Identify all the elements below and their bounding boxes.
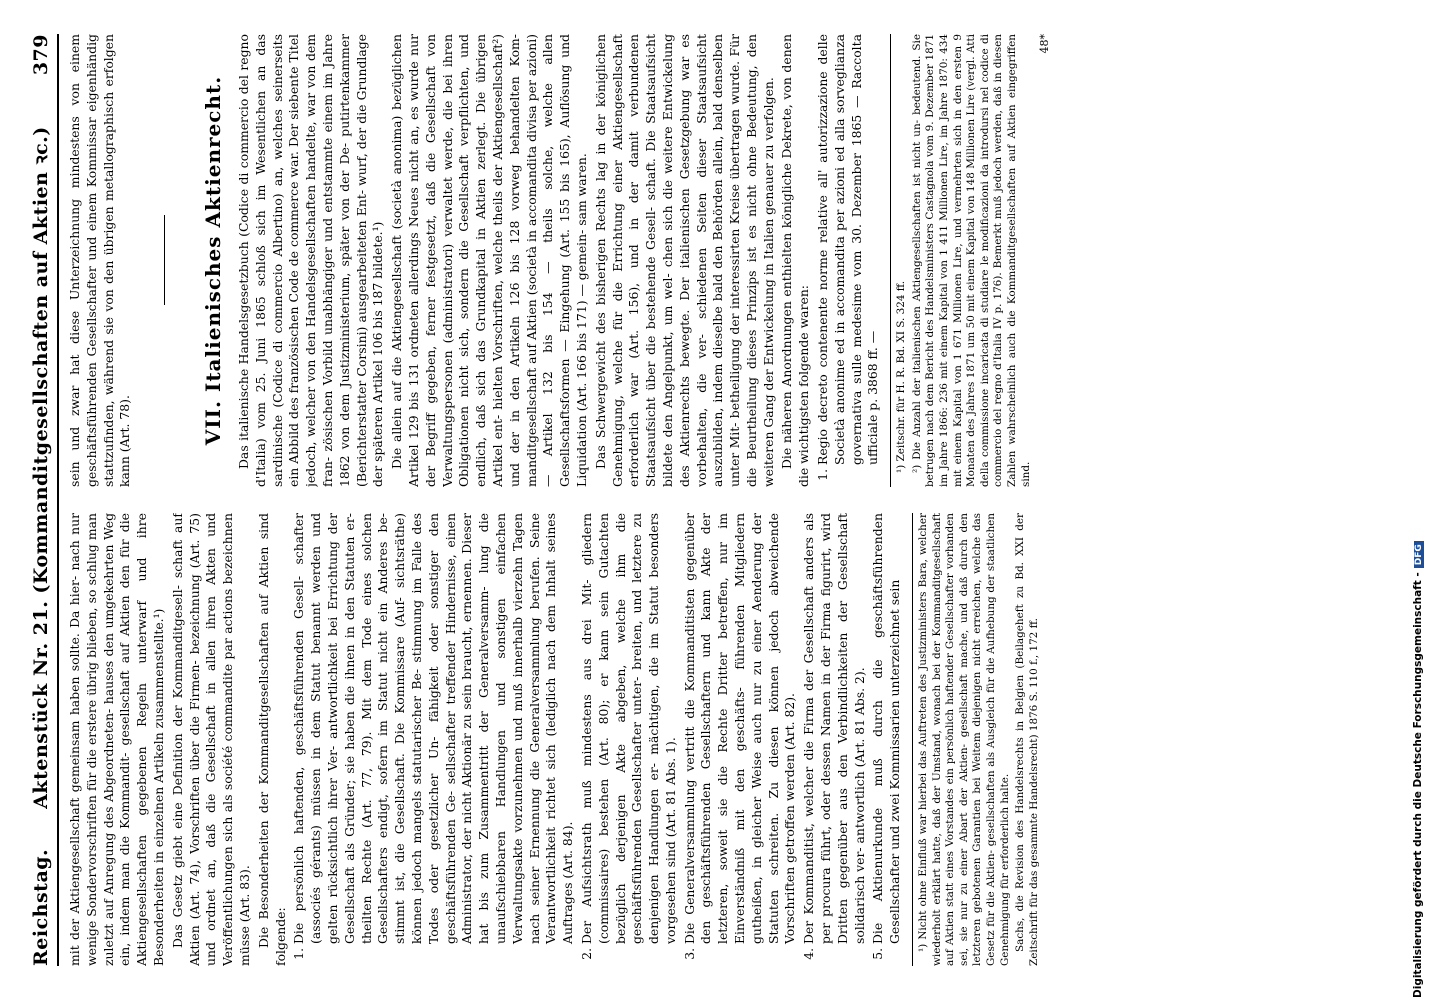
left-numbered-list <box>291 513 904 966</box>
list-item: 3. Die Generalversammlung vertritt die Kommanditisten gegenüber den geschäftsführenden Gesellschaftern und kann Akte der letzteren, soweit sie die Rechte Dritter betreffen, nur im Einverständniß mit den geschäfts- führenden Mitgliedern gutheißen, in gleicher Weise auch nur zu einer Aenderung der Statuten schreiten. Zu diesen können jedoch abweichende Vorschriften getroffen werden (Art. 82). <box>682 513 800 944</box>
right-numbered-list <box>815 34 882 487</box>
right-footnotes <box>890 34 1033 487</box>
right-paragraph: Die näheren Anordnungen enthielten königliche Dekrete, von denen die wichtigsten folgende waren: <box>779 34 812 487</box>
left-footnotes <box>912 513 1041 966</box>
list-item: 2. Der Aufsichtsrath muß mindestens aus drei Mit- gliedern (commissaires) bestehen (Art. 80); er kann sein Gutachten bezüglich derjenigen Akte abgeben, welche ihm die geschäftsführenden Gesellschafter unter- breiten, und letztere zu denjenigen Handlungen er- mächtigen, die im Statut besonders vorgesehen sind (Art. 81 Abs. 1). <box>579 513 680 944</box>
section-divider <box>164 216 165 306</box>
list-item: 5. Die Aktienurkunde muß durch die geschäftsführenden Gesellschafter und zwei Kommissarien unterzeichnet sein <box>870 513 904 944</box>
left-column <box>67 513 1387 966</box>
rotated-document <box>21 20 1411 980</box>
right-column <box>67 34 1387 487</box>
list-item: 1. Regio decreto contenente norme relative all' autorizzazione delle Società anonime ed in accomandita per azioni ed alla sorveglianza governativa sulle medesime vom 30. Dezember 1865 — Raccolta ufficiale p. 3868 ff. — <box>815 34 882 465</box>
left-paragraph: Das Gesetz giebt eine Definition der Kommanditgesell- schaft auf Aktien (Art. 74), Vorschriften über die Firmen- bezeichnung (Art. 75) und ordnet an, daß die Gesellschaft in allen ihren Akten und Veröffentlichungen sich als société commandite par actions bezeichnen müsse (Art. 83). <box>169 513 252 966</box>
list-item: 4. Der Kommanditist, welcher die Firma der Gesellschaft anders als per procura führt, oder dessen Namen in der Firma figurirt, wird Dritten gegenüber aus den Verbindlichkeiten der Gesellschaft solidarisch ver- antwortlich (Art. 81 Abs. 2). <box>801 513 868 944</box>
right-paragraph: Das Schwergewicht des bisherigen Rechts lag in der königlichen Genehmigung, welche für die Errichtung einer Aktiengesellschaft erforderlich war (Art. 156), und in der damit verbundenen Staatsaufsicht über die bestehende Gesell- schaft. Die Staatsaufsicht bildete den Angelpunkt, um wel- chen sich die weitere Entwickelung des Aktienrechts bewegte. Der italienischen Gesetzgebung war es vorbehalten, die ver- schiedenen Seiten dieser Staatsaufsicht auszubilden, indem dieselbe bald den Behörden allein, bald denselben unter Mit- betheiligung der interessirten Kreise übertragen wurde. Für die Beurtheilung dieses Prinzips ist es nicht ohne Bedeutung, den weiteren Gang der Entwickelung in Italien genauer zu verfolgen. <box>592 34 776 487</box>
dfg-logo: DFG <box>1414 541 1424 568</box>
digitization-credit <box>1410 0 1426 1000</box>
section-title: VII. Italienisches Aktienrecht. <box>201 75 226 446</box>
header-title: Aktenstück Nr. 21. (Kommanditgesellschaften auf Aktien ꝛc.) <box>30 126 52 809</box>
right-intro: sein und zwar hat diese Unterzeichnung mindestens von einem geschäftsführenden Gesellschafter und einem Kommissar eigenhändig stattzufinden, während sie von den übrigen metallographisch erfolgen kann (Art. 78). <box>67 34 133 487</box>
left-paragraph: mit der Aktiengesellschaft gemeinsam haben sollte. Da hier- nach nur wenige Sondervorschriften für die erstere übrig blieben, so schlug man zuletzt auf Anregung des Abgeordneten- hauses den umgekehrten Weg ein, indem man die Kommandit- gesellschaft auf Aktien den für die Aktiengesellschaften gegebenen Regeln unterwarf und ihre Besonderheiten in einzelnen Artikeln zusammenstellte.¹) <box>67 513 166 966</box>
right-paragraph: Das italienische Handelsgesetzbuch (Codice di commercio del regno d'Italia) vom 25. Juni 1865 schloß sich im Wesentlichen an das sardinische (Codice di commercio Albertino) an, welches seinerseits ein Abbild des französischen Code de commerce war. Der siebente Titel jedoch, welcher von den Handelsgesellschaften handelte, war von dem fran- zösischen Vorbild unabhängiger und entstammte einem im Jahre 1862 von dem Justizministerium, später von der De- putirtenkammer (Berichterstatter Corsini) ausgearbeiteten Ent- wurf, der die Grundlage der späteren Artikel 106 bis 187 bildete.¹) <box>235 34 386 487</box>
text-columns <box>67 34 1387 966</box>
folio-mark: 48* <box>1038 34 1052 54</box>
right-paragraph: Die allein auf die Aktiengesellschaft (società anonima) bezüglichen Artikel 129 bis 131 ordneten allerdings Neues nicht an, es wurde nur der Begriff gegeben, ferner festgesetzt, daß die Gesellschaft von Verwaltungspersonen (administratori) verwaltet werde, die bei ihren Obligationen nicht sich, sondern die Gesellschaft verpflichten, und endlich, daß sich das Grundkapital in Aktien zerlegt. Die übrigen Artikel ent- hielten Vorschriften, welche theils der Aktiengesellschaft²) und der in den Artikeln 126 bis 128 vorweg behandelten Kom- manditgesellschaft auf Aktien (società in accomandita divisa per azioni) — Artikel 132 bis 154 — theils solche, welche allen Gesellschaftsformen — Eingehung (Art. 155 bis 165), Auflösung und Liquidation (Art. 166 bis 171) — gemein- sam waren. <box>389 34 589 487</box>
page-number: 379 <box>30 34 52 76</box>
left-paragraph: Die Besonderheiten der Kommanditgesellschaften auf Aktien sind folgende: <box>255 513 288 966</box>
footnote: Sachs, die Revision des Handelsrechts in Belgien (Beilageheft zu Bd. XXI der Zeitschrift für das gesammte Handelsrecht) 1876 S. 110 f., 172 ff. <box>1014 513 1040 966</box>
list-item: 1. Die persönlich haftenden, geschäftsführenden Gesell- schafter (associés gérants) müssen in dem Statut benannt werden und gelten rücksichtlich ihrer Ver- antwortlichkeit bei Errichtung der Gesellschaft als Gründer; sie haben die ihnen in den Statuten er- theilten Rechte (Art. 77, 79). Mit dem Tode eines solchen Gesellschafters endigt, sofern im Statut nicht ein Anderes be- stimmt ist, die Gesellschaft. Die Kommissare (Auf- sichtsräthe) können jedoch mangels statutarischer Be- stimmung im Falle des Todes oder gesetzlicher Un- fähigkeit oder sonstiger den geschäftsführenden Ge- sellschafter treffender Hindernisse, einen Administrator, der nicht Aktionär zu sein braucht, ernennen. Dieser hat bis zum Zusammentritt der Generalversamm- lung die unaufschiebbaren Handlungen und sonstigen einfachen Verwaltungsakte vorzunehmen und muß innerhalb vierzehn Tagen nach seiner Ernennung die Generalversammlung berufen. Seine Verantwortlichkeit richtet sich (lediglich nach dem Inhalt seines Auftrages (Art. 84). <box>291 513 577 944</box>
footnote: ²) Die Anzahl der italienischen Aktiengesellschaften ist nicht un- bedeutend. Sie betrugen nach dem Bericht des Handelsministers Castagnola vom 9. Dezember 1871 im Jahre 1866: 236 mit einem Kapital von 1 411 Millionen Lire, im Jahre 1870: 434 mit einem Kapital von 1 671 Millionen Lire, und vermehrten sich in den ersten 9 Monaten des Jahres 1871 um 50 mit einem Kapital von 148 Millionen Lire (vergl. Atti della commissione incaricata di studiare le modificazioni da introdursi nel codice di commercio del regno d'Italia IV p. 176). Bemerkt muß jedoch werden, daß in diesen Zahlen wahrscheinlich auch die Kommanditgesellschaften auf Aktien eingegriffen sind. <box>910 34 1032 487</box>
credit-text: Digitalisierung gefördert durch die Deutsche Forschungsgemeinschaft - <box>1412 572 1424 998</box>
header-left: Reichstag. <box>30 848 52 966</box>
running-header <box>27 34 59 966</box>
footnote: ¹) Nicht ohne Einfluß war hierbei das Auftreten des Justizministers Bara, welcher wiederholt erklärt hatte, daß der Umstand, wonach bei der Kommanditgesellschaft auf Aktien statt eines Vorstandes ein persönlich haftender Gesellschafter vorhanden sei, sie nur zu einer Abart der Aktien- gesellschaft mache, und daß durch den letzteren gebotenen Garantien bei Weitem diejenigen nicht erreichen, welche das Gesetz für die Aktien- gesellschaften als Ausgleich für die Aufhebung der staatlichen Genehmigung für erforderlich halte. <box>917 513 1011 966</box>
footnote: ¹) Zeitschr. für H. R. Bd. XI S. 324 ff. <box>895 280 908 473</box>
